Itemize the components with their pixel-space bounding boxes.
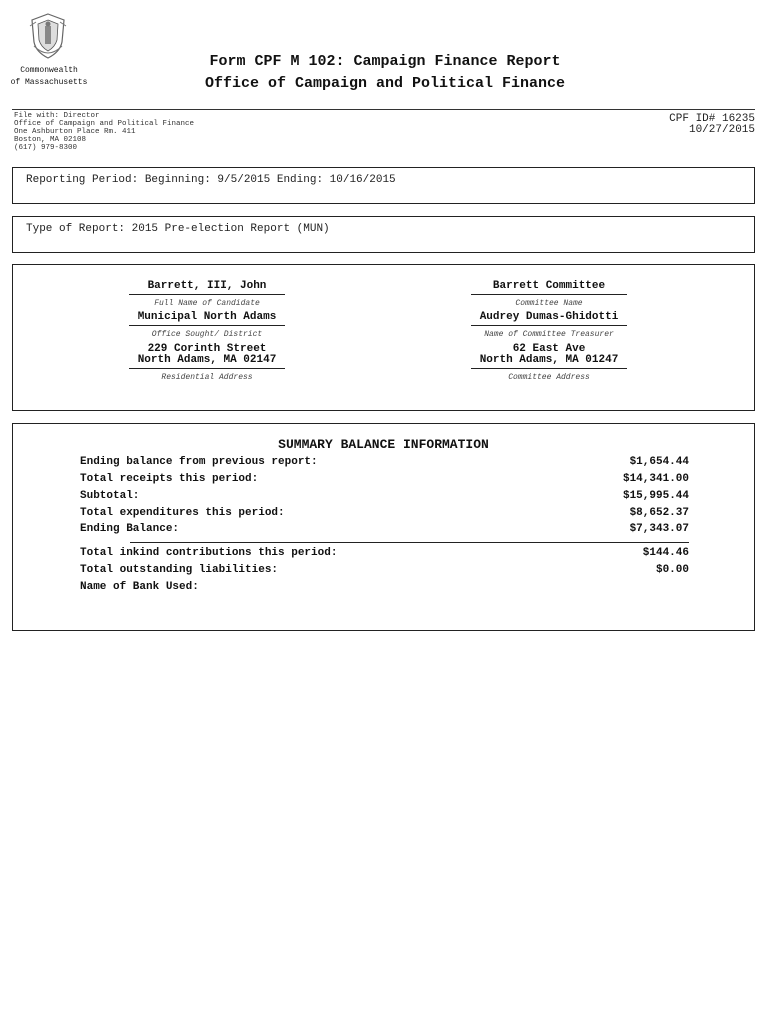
summary-amount: $8,652.37 bbox=[629, 507, 689, 519]
committee-address-field bbox=[471, 344, 627, 382]
summary-row bbox=[80, 507, 689, 519]
committee-address-caption: Committee Address bbox=[508, 373, 590, 382]
report-type: Type of Report: 2015 Pre-election Report (MUN) bbox=[26, 223, 330, 235]
summary-amount: $14,341.00 bbox=[622, 473, 689, 485]
candidate-address-field bbox=[129, 344, 285, 382]
cpf-id: CPF ID# 16235 bbox=[669, 113, 755, 125]
reporting-period-box bbox=[12, 167, 755, 204]
summary-row bbox=[80, 473, 689, 485]
treasurer-field bbox=[471, 312, 627, 339]
committee-name-caption: Committee Name bbox=[515, 299, 583, 308]
candidate-name-field bbox=[129, 281, 285, 308]
summary-amount: $7,343.07 bbox=[629, 523, 689, 535]
file-with-address bbox=[14, 112, 194, 152]
committee-address-line2: North Adams, MA 01247 bbox=[479, 354, 619, 366]
summary-amount: $15,995.44 bbox=[622, 490, 689, 502]
summary-row bbox=[80, 564, 689, 576]
summary-balance-box bbox=[12, 423, 755, 631]
file-with-line: File with: Director bbox=[14, 112, 100, 120]
summary-amount: $144.46 bbox=[642, 547, 689, 559]
office-sought: Municipal North Adams bbox=[129, 312, 285, 326]
candidate-name: Barrett, III, John bbox=[129, 281, 285, 295]
office-sought-caption: Office Sought/ District bbox=[151, 330, 263, 339]
file-with-line: Office of Campaign and Political Finance bbox=[14, 120, 195, 128]
summary-row bbox=[80, 490, 689, 502]
state-name-line2: of Massachusetts bbox=[10, 78, 88, 87]
treasurer-caption: Name of Committee Treasurer bbox=[484, 330, 614, 339]
candidate-address-line2: North Adams, MA 02147 bbox=[137, 354, 277, 366]
form-title: Form CPF M 102: Campaign Finance Report bbox=[209, 53, 561, 70]
report-date: 10/27/2015 bbox=[688, 124, 755, 136]
header-divider bbox=[12, 109, 755, 110]
summary-label: Total inkind contributions this period: bbox=[80, 547, 338, 559]
summary-row bbox=[80, 523, 689, 535]
summary-label: Ending balance from previous report: bbox=[80, 456, 318, 468]
summary-title: SUMMARY BALANCE INFORMATION bbox=[278, 437, 489, 452]
candidate-address-line1: 229 Corinth Street bbox=[147, 343, 267, 355]
summary-label: Name of Bank Used: bbox=[80, 581, 199, 593]
treasurer-name: Audrey Dumas-Ghidotti bbox=[471, 312, 627, 326]
summary-divider bbox=[130, 542, 689, 543]
file-with-line: One Ashburton Place Rm. 411 bbox=[14, 128, 136, 136]
summary-label: Total receipts this period: bbox=[80, 473, 259, 485]
committee-name-field bbox=[471, 281, 627, 308]
summary-label: Ending Balance: bbox=[80, 523, 180, 535]
cpf-id-block bbox=[669, 114, 755, 136]
candidate-address-caption: Residential Address bbox=[161, 373, 253, 382]
file-with-line: (617) 979-8300 bbox=[14, 144, 78, 152]
reporting-period: Reporting Period: Beginning: 9/5/2015 Ending: 10/16/2015 bbox=[26, 174, 396, 186]
committee-name: Barrett Committee bbox=[471, 281, 627, 295]
office-sought-field bbox=[129, 312, 285, 339]
report-type-box bbox=[12, 216, 755, 253]
file-with-line: Boston, MA 02108 bbox=[14, 136, 87, 144]
candidate-name-caption: Full Name of Candidate bbox=[154, 299, 260, 308]
summary-amount: $0.00 bbox=[655, 564, 689, 576]
summary-row bbox=[80, 581, 689, 593]
summary-label: Total expenditures this period: bbox=[80, 507, 285, 519]
candidate-committee-box bbox=[12, 264, 755, 411]
massachusetts-seal-icon bbox=[28, 12, 68, 60]
summary-label: Subtotal: bbox=[80, 490, 140, 502]
summary-row bbox=[80, 456, 689, 468]
summary-row bbox=[80, 547, 689, 559]
summary-label: Total outstanding liabilities: bbox=[80, 564, 279, 576]
committee-address-line1: 62 East Ave bbox=[512, 343, 586, 355]
state-name-line1: Commonwealth bbox=[20, 66, 78, 75]
summary-amount: $1,654.44 bbox=[629, 456, 689, 468]
office-title: Office of Campaign and Political Finance bbox=[204, 75, 566, 92]
